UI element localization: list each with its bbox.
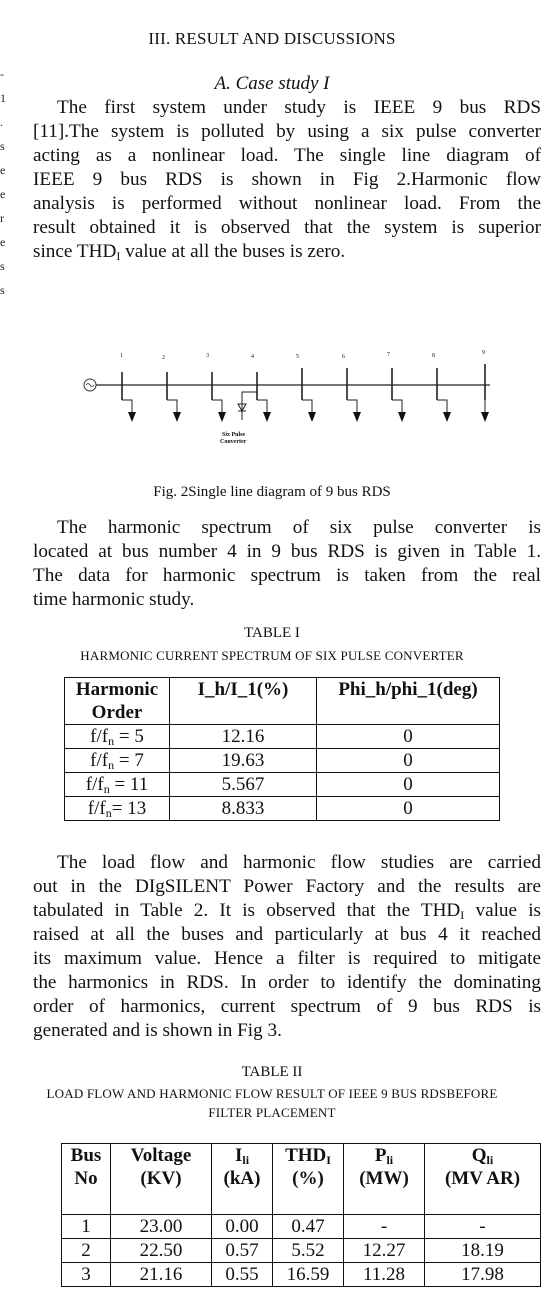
harmonic-order-cell: $f/f_n = 7$	[65, 749, 170, 773]
reactive-power-cell: 18.19	[425, 1239, 541, 1263]
table-header-row	[62, 1144, 541, 1215]
harmonic-spectrum-table	[64, 677, 500, 821]
text-line: order of harmonics, current spectrum of 9 bus RDS is	[33, 996, 541, 1017]
edge-mark: e	[0, 187, 6, 201]
text-line: The load flow and harmonic flow studies are carried	[57, 852, 541, 873]
text-line: result obtained it is observed that the system is superior	[33, 217, 541, 238]
text-line: acting as a nonlinear load. The single line diagram of	[33, 145, 541, 166]
text-line: generated and is shown in Fig 3.	[33, 1020, 282, 1041]
column-header: Harmonic Order	[65, 678, 170, 725]
table-header-row	[65, 678, 500, 725]
text-line: the harmonics in RDS. In order to identify the dominating	[33, 972, 541, 993]
bus-number: 5	[296, 354, 299, 360]
table-row	[65, 773, 500, 797]
thd-cell: 5.52	[273, 1239, 344, 1263]
text-line	[33, 240, 541, 264]
bus-cell: 2	[62, 1239, 111, 1263]
converter-label-1: Six Pulse	[222, 432, 246, 438]
harmonic-order-cell: $f/f_n= 13$	[65, 797, 170, 821]
column-header-reactive-power: $Q_{li}$ (MV AR)	[425, 1144, 541, 1215]
edge-mark: 1	[0, 91, 6, 105]
left-margin-marks	[0, 62, 6, 302]
current-cell: 0.57	[212, 1239, 273, 1263]
text-line: time harmonic study.	[33, 589, 195, 610]
edge-mark: s	[0, 139, 5, 153]
subsection-heading: A. Case study I	[214, 73, 330, 94]
load-flow-result-table	[61, 1143, 541, 1287]
bus-cell: 3	[62, 1263, 111, 1287]
active-power-cell: 12.27	[344, 1239, 425, 1263]
text-fragment: value at all the buses is zero.	[120, 241, 346, 262]
active-power-cell: -	[344, 1215, 425, 1239]
bus-number: 2	[162, 355, 165, 361]
table1-title: TABLE I	[244, 625, 300, 641]
load-arrow-icons	[128, 412, 489, 422]
reactive-power-cell: 17.98	[425, 1263, 541, 1287]
edge-mark: s	[0, 259, 5, 273]
table-row	[62, 1215, 541, 1239]
text-line: its maximum value. Hence a filter is required to mitigate	[33, 948, 541, 969]
bus-number: 9	[482, 350, 485, 356]
table-row	[62, 1239, 541, 1263]
text-line: out in the DIgSILENT Power Factory and the results are	[33, 876, 541, 897]
edge-mark: e	[0, 163, 6, 177]
reactive-power-cell: -	[425, 1215, 541, 1239]
current-cell: 0.55	[212, 1263, 273, 1287]
text-line: [11].The system is polluted by using a six pulse converter	[33, 121, 541, 142]
table2-subtitle-line2: FILTER PLACEMENT	[208, 1105, 336, 1120]
thd-cell: 0.47	[273, 1215, 344, 1239]
voltage-cell: 23.00	[111, 1215, 212, 1239]
bus-number: 6	[342, 354, 345, 360]
figure-caption: Fig. 2Single line diagram of 9 bus RDS	[153, 484, 391, 500]
column-header: Phi_h/phi_1(deg)	[317, 678, 500, 725]
voltage-cell: 22.50	[111, 1239, 212, 1263]
column-header-active-power: $P_{li}$ (MW)	[344, 1144, 425, 1215]
bus-number: 3	[206, 353, 209, 359]
paragraph-case-study	[33, 96, 541, 264]
edge-mark: e	[0, 235, 6, 249]
phase-cell: 0	[317, 773, 500, 797]
text-line: analysis is performed without nonlinear load. From the	[33, 193, 541, 214]
table2-subtitle-line1: LOAD FLOW AND HARMONIC FLOW RESULT OF IEEE 9 BUS RDSBEFORE	[46, 1086, 498, 1101]
thd-subscript: I	[460, 908, 465, 922]
edge-mark: r	[0, 211, 4, 225]
converter-label-2: Converter	[220, 439, 247, 445]
phase-cell: 0	[317, 725, 500, 749]
thd-text: since THD	[33, 241, 117, 262]
section-heading: III. RESULT AND DISCUSSIONS	[148, 29, 396, 48]
paragraph-harmonic-spectrum	[33, 516, 541, 612]
table-row	[65, 725, 500, 749]
column-header: I_h/I_1(%)	[170, 678, 317, 725]
ratio-cell: 12.16	[170, 725, 317, 749]
bus-cell: 1	[62, 1215, 111, 1239]
edge-mark: s	[0, 283, 5, 297]
text-line: located at bus number 4 in 9 bus RDS is given in Table 1.	[33, 541, 541, 562]
ratio-cell: 19.63	[170, 749, 317, 773]
text-line: IEEE 9 bus RDS is shown in Fig 2.Harmonic flow	[33, 169, 541, 190]
phase-cell: 0	[317, 749, 500, 773]
text-line: The first system under study is IEEE 9 bus RDS	[57, 97, 541, 118]
harmonic-order-cell: $f/f_n = 5$	[65, 725, 170, 749]
single-line-diagram	[80, 340, 510, 460]
table-row	[62, 1263, 541, 1287]
table1-subtitle: HARMONIC CURRENT SPECTRUM OF SIX PULSE CONVERTER	[80, 648, 464, 663]
active-power-cell: 11.28	[344, 1263, 425, 1287]
bus-number: 1	[120, 353, 123, 359]
thd-cell: 16.59	[273, 1263, 344, 1287]
bus-number: 7	[387, 352, 390, 358]
text-line: The data for harmonic spectrum is taken from the real	[33, 565, 541, 586]
bus-number: 4	[251, 354, 254, 360]
text-line: raised at all the buses and particularly at bus 4 it reached	[33, 924, 541, 945]
edge-mark: -	[0, 67, 4, 81]
table2-title: TABLE II	[241, 1064, 303, 1080]
column-header-thd: $THD_I$ (%)	[273, 1144, 344, 1215]
voltage-cell: 21.16	[111, 1263, 212, 1287]
text-line: tabulated in Table 2. It is observed that the $THD_I$ value is	[33, 900, 541, 922]
bus-bars	[122, 364, 485, 400]
bus-number: 8	[432, 353, 435, 359]
ratio-cell: 5.567	[170, 773, 317, 797]
table-row	[65, 749, 500, 773]
thd-subscript: I	[116, 249, 121, 263]
edge-mark: .	[0, 115, 3, 129]
current-cell: 0.00	[212, 1215, 273, 1239]
text-line: The harmonic spectrum of six pulse converter is	[57, 517, 541, 538]
paragraph-load-flow	[33, 851, 541, 1043]
harmonic-order-cell: $f/f_n = 11$	[65, 773, 170, 797]
column-header-voltage: Voltage (KV)	[111, 1144, 212, 1215]
ratio-cell: 8.833	[170, 797, 317, 821]
phase-cell: 0	[317, 797, 500, 821]
table-row	[65, 797, 500, 821]
column-header-bus: Bus No	[62, 1144, 111, 1215]
column-header-current: $I_{li}$ (kA)	[212, 1144, 273, 1215]
